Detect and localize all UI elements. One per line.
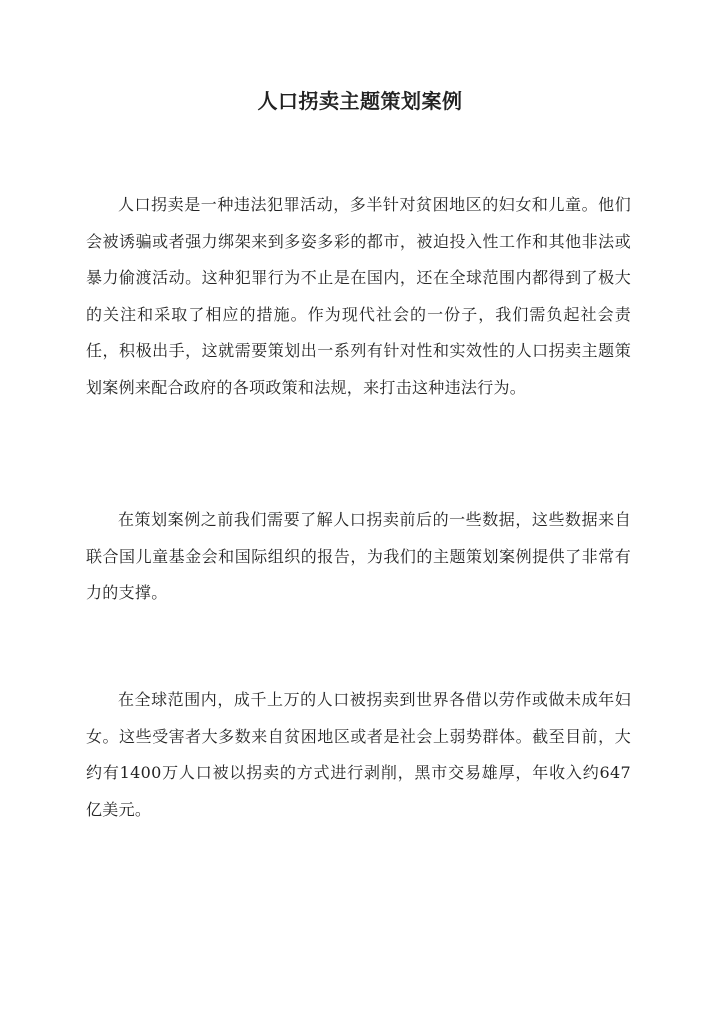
- paragraph-intro: 人口拐卖是一种违法犯罪活动，多半针对贫困地区的妇女和儿童。他们会被诱骗或者强力绑架来到多姿多彩的都市，被迫投入性工作和其他非法或暴力偷渡活动。这种犯罪行为不止是在国内，还在全球范围内都得到了极大的关注和采取了相应的措施。作为现代社会的一份子，我们需负起社会责任，积极出手，这就需要策划出一系列有针对性和实效性的人口拐卖主题策划案例来配合政府的各项政策和法规，来打击这种违法行为。: [86, 195, 631, 397]
- paragraph-data-source: 在策划案例之前我们需要了解人口拐卖前后的一些数据，这些数据来自联合国儿童基金会和国际组织的报告，为我们的主题策划案例提供了非常有力的支撑。: [86, 510, 631, 602]
- paragraph-global-statistics: 在全球范围内，成千上万的人口被拐卖到世界各借以劳作或做未成年妇女。这些受害者大多数来自贫困地区或者是社会上弱势群体。截至目前，大约有1400万人口被以拐卖的方式进行剥削，黑市交易雄厚，年收入约647亿美元。: [86, 690, 631, 819]
- document-title: 人口拐卖主题策划案例: [257, 89, 463, 113]
